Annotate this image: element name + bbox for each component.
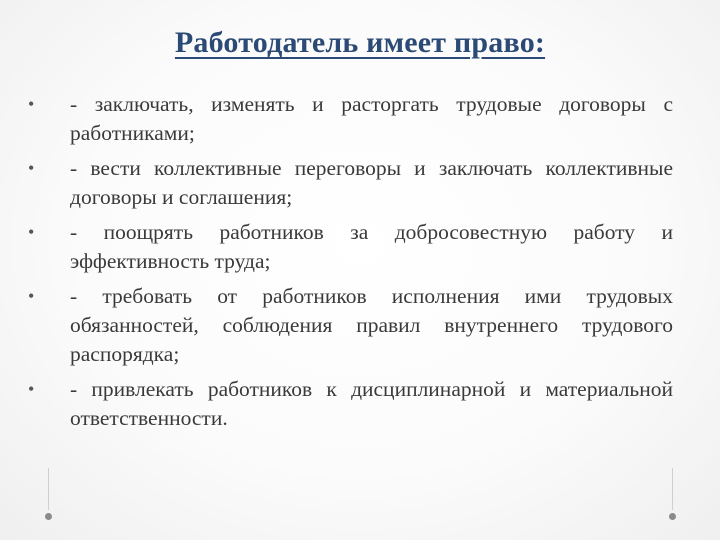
bullet-icon: • xyxy=(28,94,35,114)
bullet-item xyxy=(28,90,673,148)
bullet-text: - поощрять работников за добросовестную работу и эффективность труда; xyxy=(70,220,673,273)
bullet-icon: • xyxy=(28,379,35,399)
decorative-dot-left-icon xyxy=(45,513,52,520)
bullet-item xyxy=(28,282,673,369)
bullet-text: - требовать от работников исполнения ими трудовых обязанностей, соблюдения правил внутреннего трудового распорядка; xyxy=(70,284,673,366)
slide-title: Работодатель имеет право: xyxy=(174,26,546,59)
bullet-icon: • xyxy=(28,286,35,306)
bullet-item xyxy=(28,375,673,433)
decorative-dot-right-icon xyxy=(669,513,676,520)
bullet-list xyxy=(28,90,673,439)
bullet-item xyxy=(28,218,673,276)
decorative-line-right xyxy=(672,468,673,510)
bullet-text: - привлекать работников к дисциплинарной и материальной ответственности. xyxy=(70,377,673,430)
bullet-text: - вести коллективные переговоры и заключать коллективные договоры и соглашения; xyxy=(70,156,673,209)
bullet-icon: • xyxy=(28,158,35,178)
bullet-item xyxy=(28,154,673,212)
decorative-line-left xyxy=(48,468,49,510)
bullet-text: - заключать, изменять и расторгать трудовые договоры с работниками; xyxy=(70,92,673,145)
bullet-icon: • xyxy=(28,222,35,242)
